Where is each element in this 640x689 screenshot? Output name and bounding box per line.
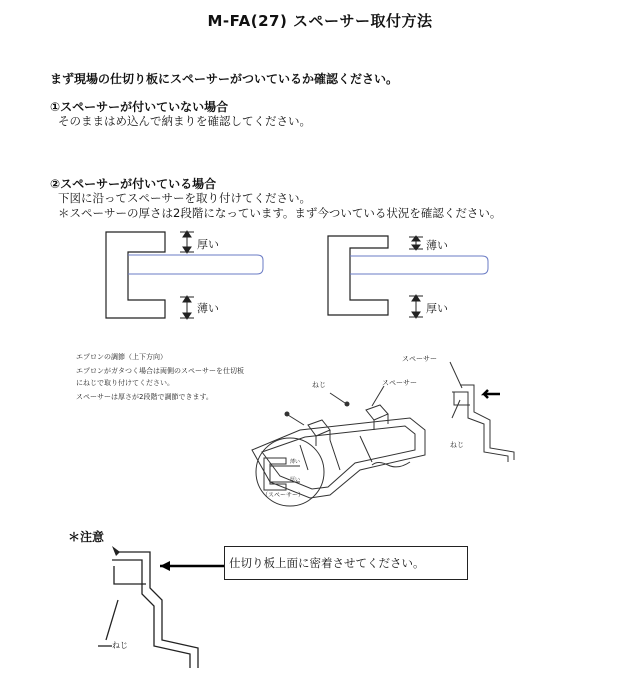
- label-thick-bottom-right: 厚い: [426, 302, 448, 315]
- caution-callout-box: 仕切り板上面に密着させてください。: [224, 546, 468, 580]
- inset-thin-label: 薄い: [290, 459, 301, 465]
- caution-heading: ＊注意: [68, 530, 105, 544]
- case2-line1: 下図に沿ってスペーサーを取り付けてください。: [58, 191, 311, 205]
- label-thin-bottom-left: 薄い: [197, 302, 219, 315]
- assembly-spacer-right-label: スペーサー: [402, 355, 437, 363]
- case2-line2: ＊スペーサーの厚さは2段階になっています。まず今ついている状況を確認ください。: [58, 206, 502, 220]
- assembly-screw-label: ねじ: [312, 381, 326, 389]
- assembly-note-4: スペーサーは厚さが2段階で調節できます。: [76, 393, 213, 401]
- caution-screw-label: ねじ: [112, 641, 128, 650]
- label-thick-top-left: 厚い: [197, 238, 219, 251]
- label-thin-top-right: 薄い: [426, 239, 448, 252]
- assembly-note-1: エプロンの調節（上下方向）: [76, 353, 167, 361]
- intro-text: まず現場の仕切り板にスペーサーがついているか確認ください。: [50, 72, 399, 86]
- page-title: M-FA(27) スペーサー取付方法: [207, 12, 433, 30]
- assembly-screw-right-label: ねじ: [450, 441, 464, 449]
- inset-thick-label: 厚い: [290, 477, 301, 483]
- case2-heading: ②スペーサーが付いている場合: [50, 177, 217, 191]
- case1-heading: ①スペーサーが付いていない場合: [50, 100, 229, 114]
- case1-text: そのままはめ込んで納まりを確認してください。: [58, 114, 311, 128]
- assembly-spacer-label: スペーサー: [382, 379, 417, 387]
- assembly-note-2: エプロンがガタつく場合は両側のスペーサーを仕切板: [76, 367, 244, 375]
- assembly-note-3: にねじで取り付けてください。: [76, 379, 174, 387]
- inset-spacer-label: （スペーサー）: [262, 492, 305, 499]
